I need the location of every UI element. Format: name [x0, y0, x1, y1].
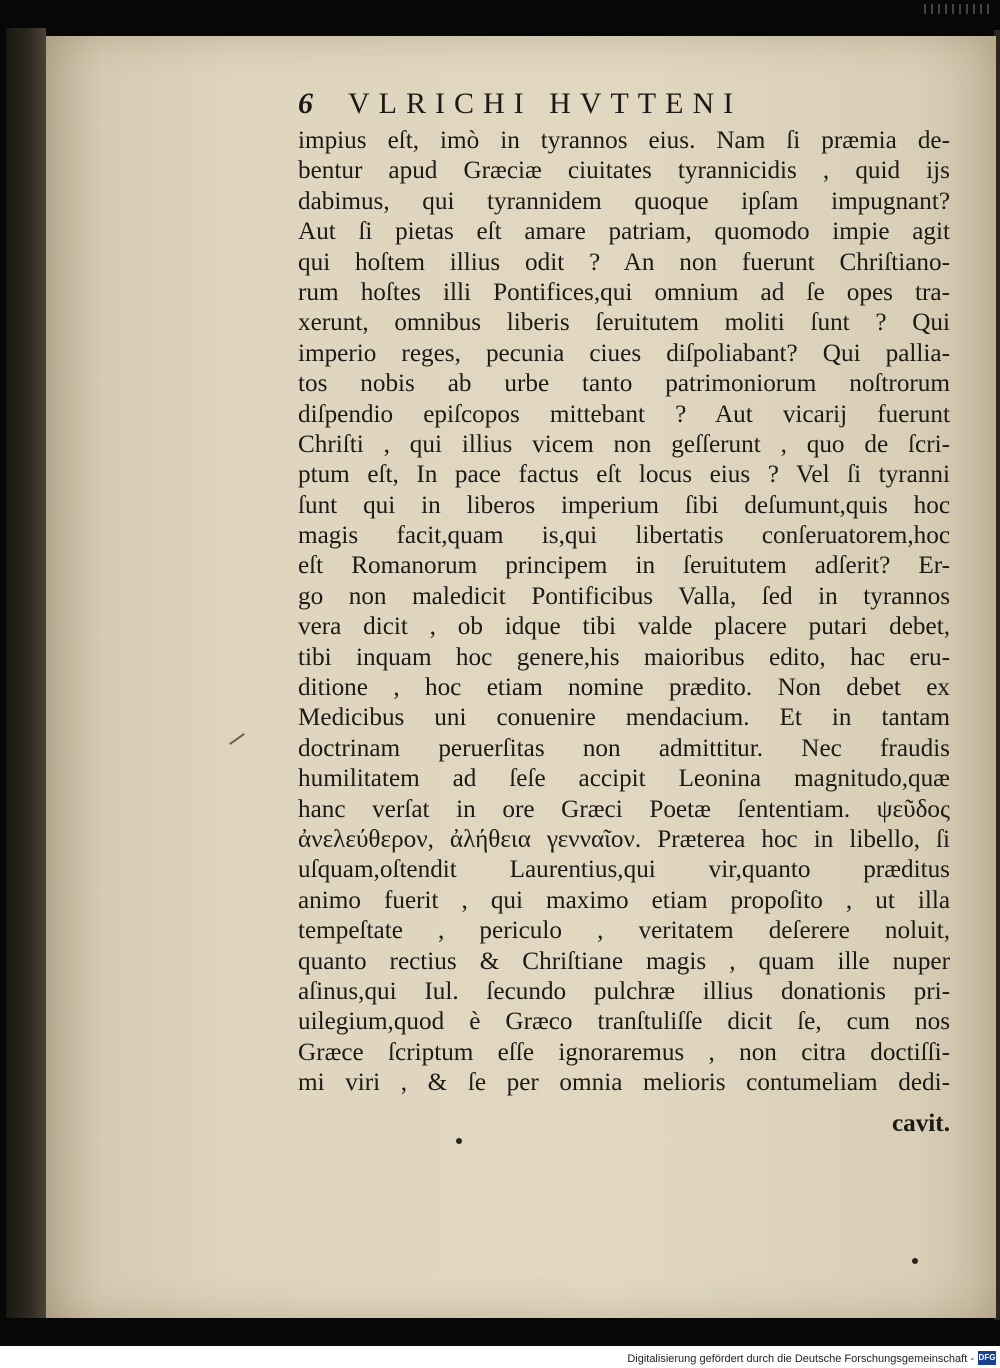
- text-line: tos nobis ab urbe tanto patrimoniorum noſtrorum: [298, 370, 950, 398]
- digitization-footer: [0, 1346, 1000, 1368]
- text-line: magis facit,quam is,qui libertatis conſeruatorem,hoc: [298, 522, 950, 550]
- funding-credit: Digitalisierung gefördert durch die Deutsche Forschungsgemeinschaft -: [627, 1353, 974, 1365]
- text-line: ſunt qui in liberos imperium ſibi deſumunt,quis hoc: [298, 491, 950, 519]
- text-line: aſinus,qui Iul. ſecundo pulchræ illius donationis pri-: [298, 977, 950, 1005]
- ink-speck: [456, 1138, 462, 1144]
- page-number: 6: [298, 87, 313, 120]
- dfg-logo: DFG: [978, 1351, 996, 1365]
- text-line: hanc verſat in ore Græci Poetæ ſententiam. ψεῦδος: [298, 795, 950, 823]
- text-line: uilegium,quod è Græco tranſtuliſſe dicit ſe, cum nos: [298, 1008, 950, 1036]
- text-line: humilitatem ad ſeſe accipit Leonina magnitudo,quæ: [298, 765, 950, 793]
- text-line: imperio reges, pecunia ciues diſpoliabant? Qui pallia-: [298, 339, 950, 367]
- running-title: VLRICHI HVTTENI: [348, 87, 743, 120]
- text-line: Chriſti , qui illius vicem non geſſerunt , quo de ſcri-: [298, 430, 950, 458]
- text-line: diſpendio epiſcopos mittebant ? Aut vicarij fuerunt: [298, 400, 950, 428]
- text-line: doctrinam peruerſitas non admittitur. Nec fraudis: [298, 734, 950, 762]
- text-line: ἀνελεύθερον, ἀλήθεια γενναῖον. Præterea hoc in libello, ſi: [298, 825, 950, 853]
- text-line: Græce ſcriptum eſſe ignoraremus , non citra doctiſſi-: [298, 1038, 950, 1066]
- text-line: Aut ſi pietas eſt amare patriam, quomodo impie agit: [298, 218, 950, 246]
- text-line: ptum eſt, In pace factus eſt locus eius ? Vel ſi tyranni: [298, 461, 950, 489]
- ink-speck: [912, 1258, 918, 1264]
- text-line: uſquam,oſtendit Laurentius,qui vir,quanto præditus: [298, 856, 950, 884]
- text-line: dabimus, qui tyrannidem quoque ipſam impugnant?: [298, 187, 950, 215]
- text-line: animo fuerit , qui maximo etiam propoſito , ut illa: [298, 886, 950, 914]
- text-line: mi viri , & ſe per omnia melioris contumeliam dedi-: [298, 1069, 950, 1097]
- text-line: rum hoſtes illi Pontifices,qui omnium ad ſe opes tra-: [298, 278, 950, 306]
- text-line: xerunt, omnibus liberis ſeruitutem moliti ſunt ? Qui: [298, 309, 950, 337]
- text-line: quanto rectius & Chriſtiane magis , quam ille nuper: [298, 947, 950, 975]
- text-line: tempeſtate , periculo , veritatem deſerere noluit,: [298, 917, 950, 945]
- catchword: cavit.: [891, 1110, 950, 1137]
- text-line: vera dicit , ob idque tibi valde placere putari debet,: [298, 613, 950, 641]
- text-line: tibi inquam hoc genere,his maioribus edito, hac eru-: [298, 643, 950, 671]
- text-line: impius eſt, imò in tyrannos eius. Nam ſi præmia de-: [298, 127, 950, 154]
- scan-color-bar: [924, 4, 994, 14]
- text-line: eſt Romanorum principem in ſeruitutem adſerit? Er-: [298, 552, 950, 580]
- text-line: qui hoſtem illius odit ? An non fuerunt Chriſtiano-: [298, 248, 950, 276]
- main-text: [298, 126, 950, 1099]
- text-line: bentur apud Græciæ ciuitates tyrannicidis , quid ijs: [298, 157, 950, 185]
- text-line: Medicibus uni conuenire mendacium. Et in tantam: [298, 704, 950, 732]
- text-line: go non maledicit Pontificibus Valla, ſed in tyrannos: [298, 582, 950, 610]
- book-gutter: [6, 28, 46, 1318]
- text-line: ditione , hoc etiam nomine prædito. Non debet ex: [298, 674, 950, 702]
- page-header: [298, 86, 950, 122]
